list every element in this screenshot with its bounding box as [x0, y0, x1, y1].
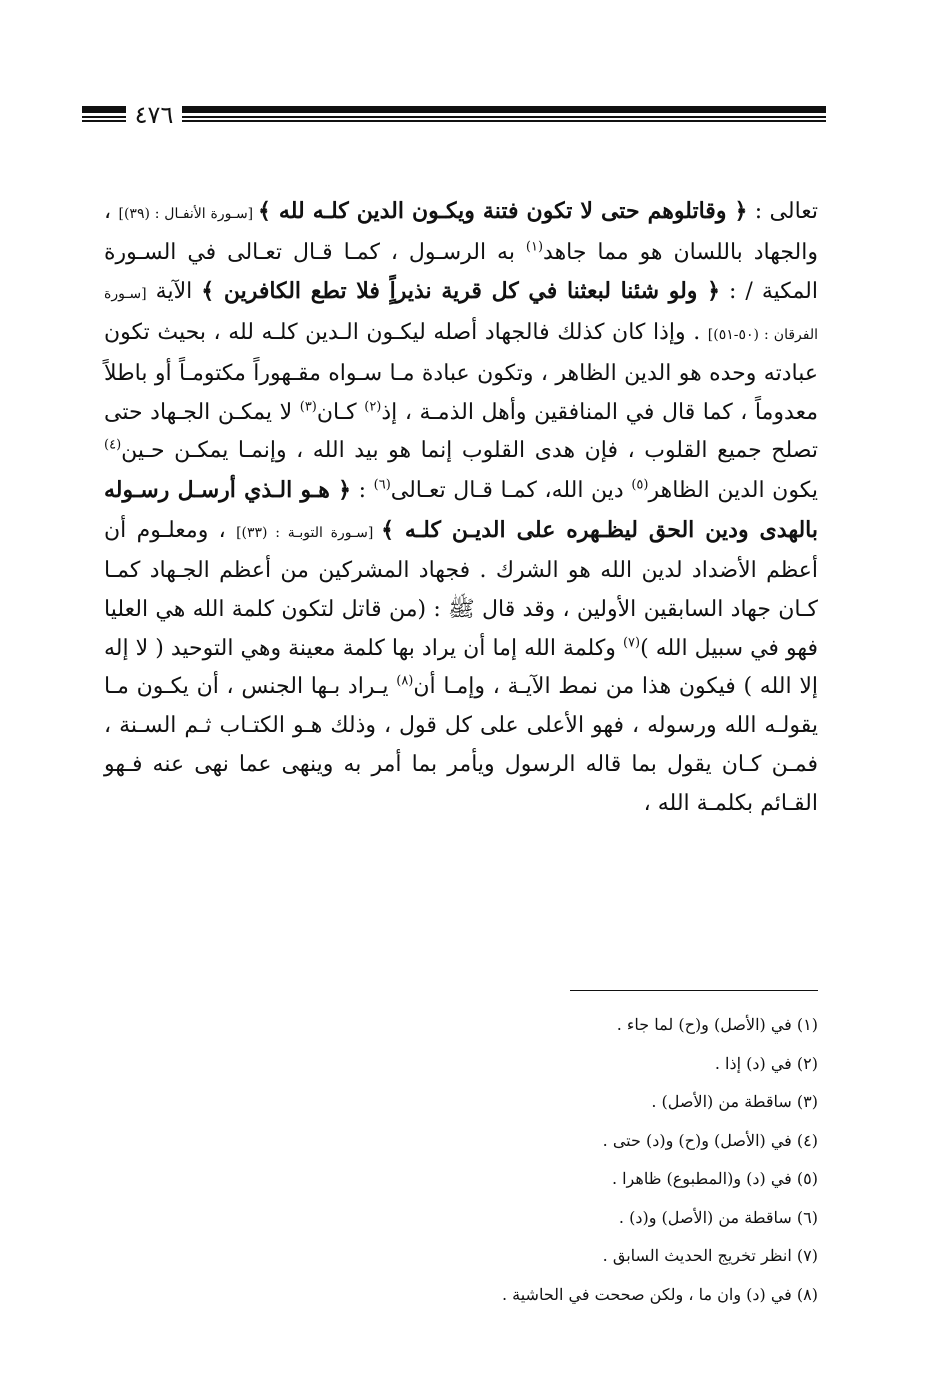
text-run: كـان [316, 399, 365, 425]
footnote-separator [570, 990, 818, 991]
header-rule-right-thin-1 [182, 116, 826, 118]
text-run: تعالى : [747, 199, 819, 224]
footnote-item: (٣) ساقطة من (الأصل) . [651, 1092, 818, 1111]
body-paragraph [104, 192, 818, 823]
text-run: ، والجهاد باللسان هو مما جاهد [104, 199, 818, 265]
footnote-item: (٦) ساقطة من (الأصل) و(د) . [618, 1207, 818, 1227]
verse-reference: [سـورة الفرقان : (٥٠-٥١)] [104, 286, 818, 344]
text-run: . وإذا كان كذلك فالجهاد أصله ليكـون الـدين كلـه لله ، بحيث تكون عبادته وحده هو الدين الظاهر ، وتكون عبادة مـا سـواه مقـهوراً مكتومـاً أو باطلاً معدوماً ، كما قال في المنافقين وأهل الذمـة ، إذ [104, 320, 818, 425]
text-run: دين الله، كمـا قـال تعـالى [390, 477, 632, 503]
text-run: ، ومعلـوم أن أعظم الأضداد لدين الله هو الشرك . فجهاد المشركين من أعظم الجـهاد كمـا كـان جهاد السابقين الأولين ، وقد قال ﷺ : (من قاتل لتكون كلمة الله هي العليا فهو في سبيل الله ) [104, 517, 818, 661]
header-rule-right [182, 106, 826, 124]
text-run: : [351, 477, 374, 503]
text-run: يكون الدين الظاهر [648, 477, 818, 503]
text-run: وكلمة الله إما أن يراد بها كلمة معينة وهي التوحيد ( لا إله إلا الله ) فيكون هذا من نمط الآيـة ، وإمـا أن [104, 635, 818, 700]
footnote-item: (٥) في (د) و(المطبوع) ظاهرا . [611, 1169, 818, 1188]
footnotes-list [400, 1006, 818, 1314]
footnote-item: (٢) في (د) إذا . [714, 1053, 818, 1073]
page-header [82, 100, 826, 130]
footnote-marker: (٤) [104, 437, 122, 453]
header-rule-left-thick [82, 106, 126, 113]
header-rule-right-thin-2 [182, 120, 826, 122]
quran-verse: ﴿ هـو الـذي أرسـل رسـوله بالهدى ودين الحق ليظـهره على الديـن كلـه ﴾ [104, 476, 818, 543]
footnote-marker: (٧) [622, 635, 641, 651]
main-text [104, 192, 818, 823]
footnote-marker: (٦) [373, 477, 391, 493]
header-rule-left-thin-2 [82, 120, 126, 122]
page-number: ٤٧٦ [134, 101, 174, 129]
text-run: به الرسـول ، كمـا قـال تعـالى في السـورة المكية / : [104, 239, 818, 305]
text-run: يـراد بـها الجنس ، أن يكـون مـا يقولـه الله ورسوله ، فهو الأعلى على كل قول ، وذلك هـو الكتـاب ثـم السـنة ، فمـن كـان يقول بما قاله الرسول ويأمر بما أمر به وينهى عما نهى عنه فـهو القـائم بكلمـة الله ، [104, 674, 818, 816]
footnote-item: (٨) في (د) وان ما ، ولكن صححت في الحاشية . [501, 1284, 818, 1304]
header-rule-left [82, 106, 126, 124]
footnote-marker: (١) [525, 239, 544, 255]
footnote-item: (٧) انظر تخريج الحديث السابق . [602, 1246, 818, 1265]
footnote-marker: (٨) [396, 674, 414, 690]
footnote-item: (١) في (الأصل) و(ح) لما جاء . [616, 1015, 818, 1034]
verse-reference: [سـورة التوبـة : (٣٣)] [236, 524, 382, 541]
verse-reference: [سـورة الأنفـال : (٣٩)] [118, 206, 258, 222]
quran-verse: ﴿ وقاتلوهم حتى لا تكون فتنة ويكـون الدين كلـه لله ﴾ [257, 198, 748, 224]
header-rule-left-thin-1 [82, 116, 126, 118]
footnote-marker: (٥) [631, 477, 649, 493]
quran-verse: ﴿ ولو شئنا لبعثنا في كل قرية نذيراًٍ فلا تطع الكافرين ﴾ [201, 278, 720, 305]
footnote-item: (٤) في (الأصل) و(ح) و(د) حتى . [602, 1130, 818, 1150]
text-run: لا يمكـن الجـهاد حتى تصلح جميع القلوب ، فإن هدى القلوب إنما هو بيد الله ، وإنمـا يمكـن حـين [104, 399, 818, 464]
text-run: الآية [146, 279, 202, 305]
footnote-marker: (٢) [364, 399, 382, 415]
footnote-marker: (٣) [299, 399, 317, 415]
header-rule-right-thick [182, 106, 826, 113]
